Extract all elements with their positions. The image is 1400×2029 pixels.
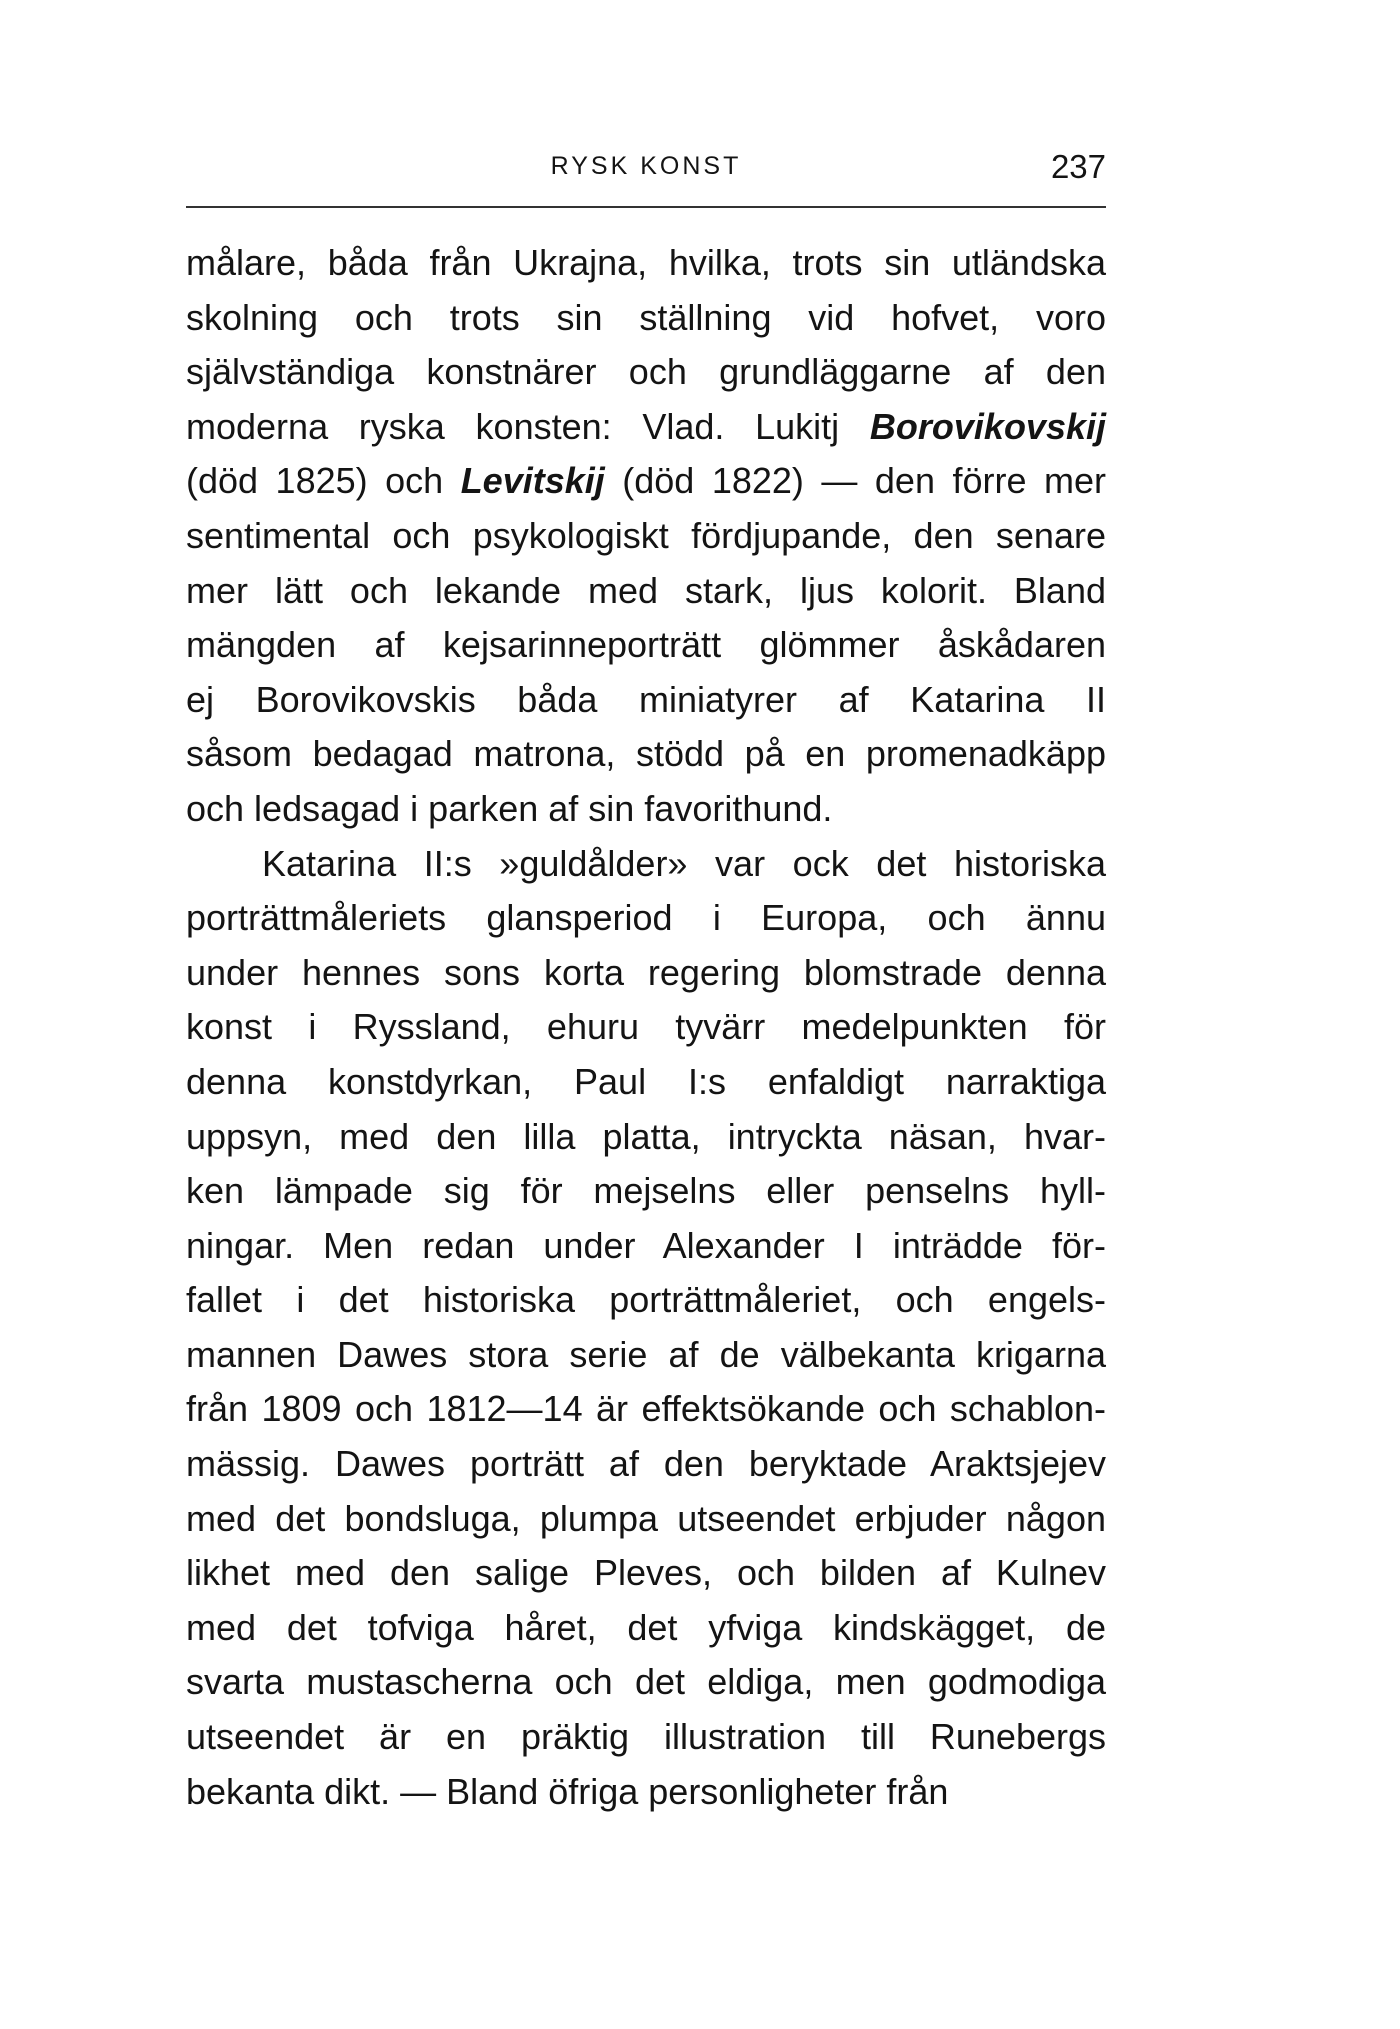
text-line — [186, 1437, 1106, 1492]
text-line — [186, 1328, 1106, 1383]
running-title: RYSK KONST — [550, 152, 742, 180]
text-line — [186, 1273, 1106, 1328]
text-line — [186, 454, 1106, 509]
text-segment: målare, båda från Ukrajna, hvilka, trots sin utländska — [186, 242, 1106, 283]
text-segment: (död 1825) och — [186, 460, 461, 502]
text-line — [186, 1055, 1106, 1110]
text-line — [186, 1110, 1106, 1165]
text-line — [186, 564, 1106, 619]
page-number: 237 — [1050, 148, 1106, 185]
text-line — [186, 837, 1106, 892]
text-segment: moderna ryska konsten: Vlad. Lukitj — [186, 405, 870, 447]
text-line — [186, 1601, 1106, 1656]
paragraph — [186, 837, 1106, 1820]
text-segment: svarta mustascherna och det eldiga, men godmodiga — [186, 1661, 1106, 1703]
text-segment: sentimental och psykologiskt fördjupande, den senare — [186, 514, 1106, 556]
text-line — [186, 1546, 1106, 1601]
text-segment: denna konstdyrkan, Paul I:s enfaldigt narraktiga — [186, 1060, 1106, 1102]
text-segment: konst i Ryssland, ehuru tyvärr medelpunkten för — [186, 1006, 1106, 1048]
text-line — [186, 236, 1106, 291]
body-text — [186, 236, 1106, 1819]
text-segment: med det bondsluga, plumpa utseendet erbjuder någon — [186, 1497, 1106, 1539]
header-rule — [186, 206, 1106, 208]
text-line — [186, 618, 1106, 673]
text-line — [186, 782, 1106, 837]
text-line — [186, 400, 1106, 455]
text-line — [186, 727, 1106, 782]
text-line — [186, 509, 1106, 564]
text-segment: självständiga konstnärer och grundläggarne af den — [186, 351, 1106, 393]
text-segment: med det tofviga håret, det yfviga kindskägget, de — [186, 1606, 1106, 1648]
text-segment: ningar. Men redan under Alexander I inträdde för- — [186, 1224, 1106, 1266]
text-segment: under hennes sons korta regering blomstrade denna — [186, 951, 1106, 993]
running-head — [186, 148, 1106, 188]
text-line — [186, 1710, 1106, 1765]
text-line — [186, 1219, 1106, 1274]
text-segment: och ledsagad i parken af sin favorithund. — [186, 787, 833, 829]
text-segment: mässig. Dawes porträtt af den beryktade Araktsjejev — [186, 1443, 1106, 1485]
text-line — [186, 1765, 1106, 1820]
text-segment: uppsyn, med den lilla platta, intryckta näsan, hvar- — [186, 1115, 1106, 1157]
text-segment: skolning och trots sin ställning vid hofvet, voro — [186, 296, 1106, 338]
paragraph — [186, 236, 1106, 837]
text-segment: från 1809 och 1812—14 är effektsökande och schablon- — [186, 1388, 1106, 1430]
text-line — [186, 291, 1106, 346]
text-segment: mängden af kejsarinneporträtt glömmer åskådaren — [186, 624, 1106, 666]
text-segment: utseendet är en präktig illustration till Runebergs — [186, 1716, 1106, 1758]
text-line — [186, 891, 1106, 946]
text-line — [186, 1164, 1106, 1219]
text-segment: (död 1822) — den förre mer — [604, 460, 1106, 502]
text-segment: mannen Dawes stora serie af de välbekanta krigarna — [186, 1333, 1106, 1375]
text-segment: bekanta dikt. — Bland öfriga personligheter från — [186, 1770, 949, 1812]
text-segment: porträttmåleriets glansperiod i Europa, och ännu — [186, 897, 1106, 939]
text-line — [186, 345, 1106, 400]
text-segment: mer lätt och lekande med stark, ljus kolorit. Bland — [186, 569, 1106, 611]
text-line — [186, 1492, 1106, 1547]
text-segment: ej Borovikovskis båda miniatyrer af Katarina II — [186, 678, 1106, 720]
text-line — [186, 946, 1106, 1001]
text-line — [186, 1000, 1106, 1055]
text-line — [186, 1655, 1106, 1710]
text-segment: fallet i det historiska porträttmåleriet, och engels- — [186, 1279, 1106, 1321]
text-segment: Katarina II:s »guldålder» var ock det historiska — [262, 842, 1106, 884]
text-segment: ken lämpade sig för mejselns eller penselns hyll- — [186, 1170, 1106, 1212]
italic-name: Levitskij — [460, 460, 605, 502]
text-line — [186, 1382, 1106, 1437]
text-line — [186, 673, 1106, 728]
text-segment: likhet med den salige Pleves, och bilden af Kulnev — [186, 1552, 1106, 1594]
text-segment: såsom bedagad matrona, stödd på en promenadkäpp — [186, 733, 1106, 775]
italic-name: Borovikovskij — [869, 405, 1106, 447]
